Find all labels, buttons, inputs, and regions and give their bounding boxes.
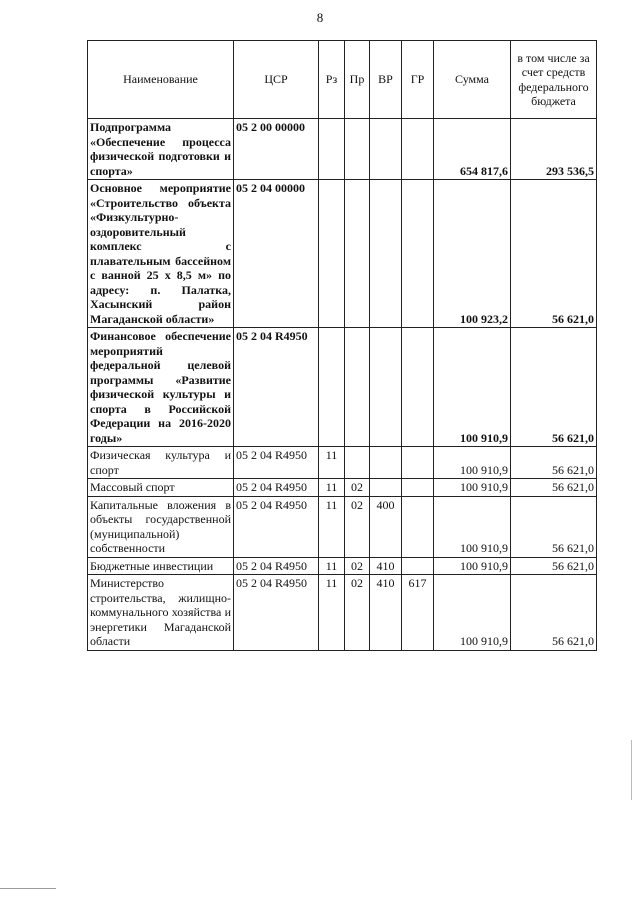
row-vr bbox=[370, 479, 402, 497]
header-name: Наименование bbox=[88, 41, 234, 119]
header-vr: ВР bbox=[370, 41, 402, 119]
row-name: Бюджетные инвестиции bbox=[88, 557, 234, 575]
table-row bbox=[88, 447, 597, 479]
row-federal: 56 621,0 bbox=[511, 328, 597, 447]
row-vr: 400 bbox=[370, 496, 402, 557]
row-name: Основное мероприятие «Строительство объекта «Физкультурно-оздоровительный комплекс с плавательным бассейном с ванной 25 х 8,5 м» по адресу: п. Палатка, Хасынский район Магаданской области» bbox=[88, 180, 234, 328]
table-row bbox=[88, 557, 597, 575]
row-rz: 11 bbox=[319, 557, 345, 575]
row-sum: 100 910,9 bbox=[434, 328, 511, 447]
row-sum: 100 910,9 bbox=[434, 479, 511, 497]
row-rz: 11 bbox=[319, 447, 345, 479]
row-federal: 56 621,0 bbox=[511, 496, 597, 557]
row-pr: 02 bbox=[345, 557, 370, 575]
row-vr: 410 bbox=[370, 575, 402, 651]
row-federal: 56 621,0 bbox=[511, 557, 597, 575]
row-gr bbox=[402, 496, 434, 557]
row-vr bbox=[370, 119, 402, 180]
row-name: Подпрограмма «Обеспечение процесса физической подготовки и спорта» bbox=[88, 119, 234, 180]
margin-line bbox=[0, 888, 56, 889]
header-pr: Пр bbox=[345, 41, 370, 119]
row-name: Капитальные вложения в объекты государственной (муниципальной) собственности bbox=[88, 496, 234, 557]
row-sum: 100 923,2 bbox=[434, 180, 511, 328]
row-gr bbox=[402, 328, 434, 447]
row-csr: 05 2 04 R4950 bbox=[234, 328, 319, 447]
row-federal: 56 621,0 bbox=[511, 479, 597, 497]
row-pr: 02 bbox=[345, 575, 370, 651]
row-name: Министерство строительства, жилищно-коммунального хозяйства и энергетики Магаданской области bbox=[88, 575, 234, 651]
row-name: Физическая культура и спорт bbox=[88, 447, 234, 479]
edge-mark bbox=[631, 740, 632, 800]
table-header-row bbox=[88, 41, 597, 119]
row-gr bbox=[402, 180, 434, 328]
row-gr bbox=[402, 557, 434, 575]
row-csr: 05 2 04 R4950 bbox=[234, 447, 319, 479]
row-vr bbox=[370, 180, 402, 328]
row-gr: 617 bbox=[402, 575, 434, 651]
row-csr: 05 2 04 R4950 bbox=[234, 496, 319, 557]
budget-table bbox=[87, 40, 597, 651]
row-rz bbox=[319, 180, 345, 328]
table-row bbox=[88, 180, 597, 328]
row-federal: 56 621,0 bbox=[511, 575, 597, 651]
row-gr bbox=[402, 119, 434, 180]
table-row bbox=[88, 479, 597, 497]
row-pr: 02 bbox=[345, 496, 370, 557]
header-rz: Рз bbox=[319, 41, 345, 119]
row-gr bbox=[402, 447, 434, 479]
table-row bbox=[88, 328, 597, 447]
row-csr: 05 2 04 R4950 bbox=[234, 479, 319, 497]
row-rz: 11 bbox=[319, 575, 345, 651]
row-federal: 56 621,0 bbox=[511, 180, 597, 328]
row-name: Массовый спорт bbox=[88, 479, 234, 497]
row-sum: 100 910,9 bbox=[434, 575, 511, 651]
row-csr: 05 2 04 R4950 bbox=[234, 575, 319, 651]
table-row bbox=[88, 496, 597, 557]
row-vr bbox=[370, 447, 402, 479]
row-pr bbox=[345, 180, 370, 328]
row-rz: 11 bbox=[319, 479, 345, 497]
header-federal: в том числе за счет средств федерального бюджета bbox=[511, 41, 597, 119]
row-vr: 410 bbox=[370, 557, 402, 575]
row-csr: 05 2 04 R4950 bbox=[234, 557, 319, 575]
row-rz bbox=[319, 119, 345, 180]
row-pr bbox=[345, 119, 370, 180]
header-csr: ЦСР bbox=[234, 41, 319, 119]
table-row bbox=[88, 119, 597, 180]
row-csr: 05 2 00 00000 bbox=[234, 119, 319, 180]
header-gr: ГР bbox=[402, 41, 434, 119]
row-rz bbox=[319, 328, 345, 447]
row-pr bbox=[345, 447, 370, 479]
row-name: Финансовое обеспечение мероприятий федеральной целевой программы «Развитие физической культуры и спорта в Российской Федерации на 2016-2020 годы» bbox=[88, 328, 234, 447]
row-sum: 100 910,9 bbox=[434, 496, 511, 557]
page-number: 8 bbox=[316, 10, 324, 25]
row-sum: 100 910,9 bbox=[434, 447, 511, 479]
table-row bbox=[88, 575, 597, 651]
row-sum: 654 817,6 bbox=[434, 119, 511, 180]
row-rz: 11 bbox=[319, 496, 345, 557]
row-federal: 56 621,0 bbox=[511, 447, 597, 479]
row-vr bbox=[370, 328, 402, 447]
row-sum: 100 910,9 bbox=[434, 557, 511, 575]
row-gr bbox=[402, 479, 434, 497]
row-pr bbox=[345, 328, 370, 447]
header-sum: Сумма bbox=[434, 41, 511, 119]
row-pr: 02 bbox=[345, 479, 370, 497]
row-federal: 293 536,5 bbox=[511, 119, 597, 180]
row-csr: 05 2 04 00000 bbox=[234, 180, 319, 328]
